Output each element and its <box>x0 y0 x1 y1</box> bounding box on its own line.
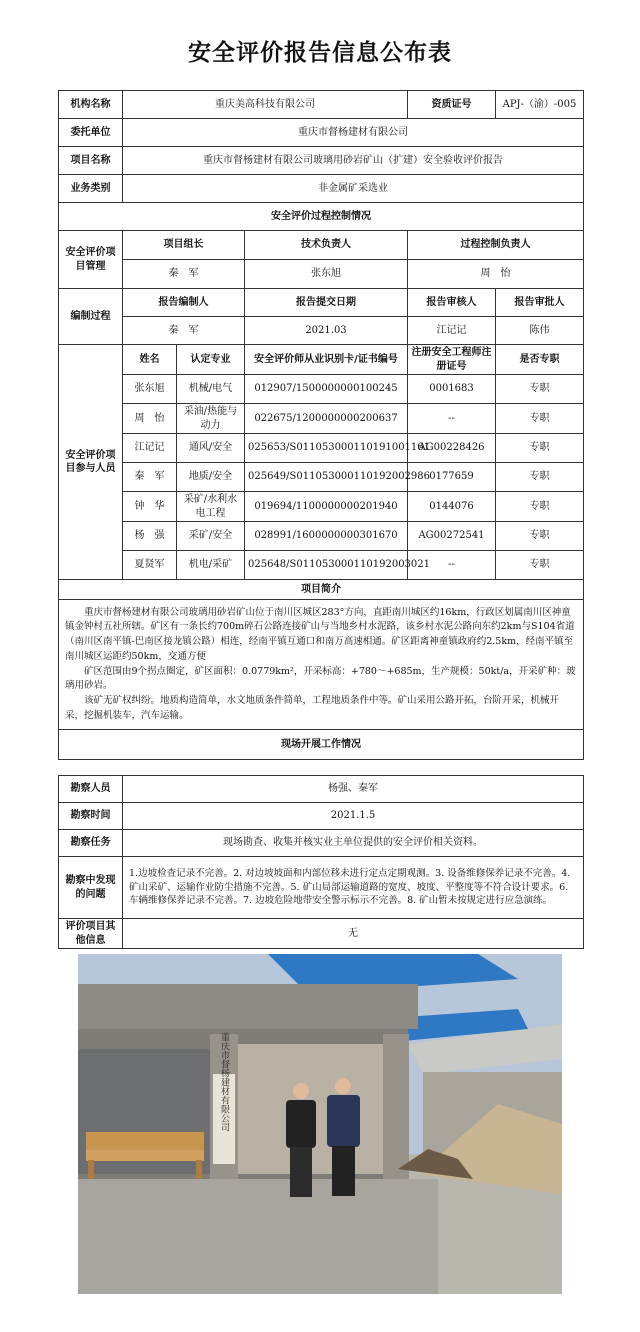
project-label: 项目名称 <box>59 147 123 175</box>
time-label: 勘察时间 <box>59 803 123 830</box>
personnel-major: 地质/安全 <box>177 463 245 492</box>
field-table <box>58 775 584 949</box>
intro-body <box>59 600 584 730</box>
client-label: 委托单位 <box>59 119 123 147</box>
other-value: 无 <box>123 919 584 949</box>
personnel-name: 钟 华 <box>123 492 177 522</box>
sofa-leg-left <box>88 1160 94 1182</box>
personnel-label: 安全评价项目参与人员 <box>59 345 123 580</box>
personnel-header-name: 姓名 <box>123 345 177 375</box>
personnel-reg: AG00228426 <box>408 434 496 463</box>
process-header: 安全评价过程控制情况 <box>59 203 584 231</box>
personnel-name: 杨 强 <box>123 522 177 551</box>
pillar-right <box>383 1034 409 1179</box>
management-label: 安全评价项目管理 <box>59 231 123 289</box>
personnel-name: 江记记 <box>123 434 177 463</box>
table-row <box>59 375 584 404</box>
mgmt-header-leader: 项目组长 <box>123 231 245 260</box>
concrete-floor <box>78 1179 438 1294</box>
personnel-fulltime: 专职 <box>496 404 584 434</box>
personnel-card: 022675/1200000000200637 <box>245 404 408 434</box>
personnel-name: 周 怡 <box>123 404 177 434</box>
personnel-fulltime: 专职 <box>496 492 584 522</box>
person-right-head <box>335 1078 351 1094</box>
compile-reviewer: 江记记 <box>408 317 496 345</box>
table-row <box>59 492 584 522</box>
personnel-card: 025648/S011053000110192003021 <box>245 551 408 580</box>
compile-header-date: 报告提交日期 <box>245 289 408 317</box>
sofa-back <box>86 1132 204 1150</box>
other-label: 评价项目其他信息 <box>59 919 123 949</box>
personnel-card: 025649/S011053000110192002986 <box>245 463 408 492</box>
personnel-reg: -- <box>408 404 496 434</box>
mgmt-header-control: 过程控制负责人 <box>408 231 584 260</box>
person-left-head <box>293 1083 309 1099</box>
site-photo <box>78 954 562 1294</box>
sofa-seat <box>86 1149 204 1161</box>
personnel-fulltime: 专职 <box>496 434 584 463</box>
survey-label: 勘察人员 <box>59 776 123 803</box>
org-name: 重庆美高科技有限公司 <box>123 91 408 119</box>
compile-label: 编制过程 <box>59 289 123 345</box>
compile-date: 2021.03 <box>245 317 408 345</box>
compile-header-reviewer: 报告审核人 <box>408 289 496 317</box>
intro-header: 项目简介 <box>59 580 584 600</box>
task-label: 勘察任务 <box>59 830 123 857</box>
intro-paragraph: 该矿无矿权纠纷。地质构造简单，水文地质条件简单，工程地质条件中等。矿山采用公路开拓，台阶开采，机械开采，挖掘机装车，汽车运输。 <box>65 694 560 721</box>
personnel-major: 采矿/安全 <box>177 522 245 551</box>
personnel-major: 采矿/水利水电工程 <box>177 492 245 522</box>
intro-paragraph: 矿区范围由9个拐点圈定，矿区面积：0.0779km²，开采标高：+780～+685m，生产规模：50kt/a，开采矿种：玻璃用砂岩。 <box>65 665 576 692</box>
info-table <box>58 90 584 760</box>
personnel-fulltime: 专职 <box>496 375 584 404</box>
personnel-major: 采油/热能与动力 <box>177 404 245 434</box>
personnel-name: 张东旭 <box>123 375 177 404</box>
table-row <box>59 551 584 580</box>
business-label: 业务类别 <box>59 175 123 203</box>
mgmt-header-tech: 技术负责人 <box>245 231 408 260</box>
personnel-card: 028991/1600000000301670 <box>245 522 408 551</box>
intro-paragraph: 重庆市督杨建材有限公司玻璃用砂岩矿山位于南川区城区283°方向，直距南川城区约16km，行政区划属南川区神童镇金钟村五社所辖。矿区有一条长约700m碎石公路连接矿山与当地乡村水泥路，该乡村水泥公路向东约2km与S104省道（南川区南平镇-巴南区接龙镇公路）相连，经南平镇互通口和南万高速相通。矿区距离神童镇政府约2.5km，经南平镇至南川城区运距约50km，交通方便 <box>65 606 575 662</box>
personnel-reg: -- <box>408 551 496 580</box>
sign-text: 重庆市督杨建材有限公司 <box>219 1032 229 1132</box>
mgmt-control: 周 怡 <box>408 260 584 289</box>
issues-value: 1.边坡检查记录不完善。2. 对边坡坡面和内部位移未进行定点定期观测。3. 设备维修保养记录不完善。4. 矿山采矿、运输作业防尘措施不完善。5. 矿山局部运输道路的宽度、坡度、平整度等不符合设计要求。6. 车辆维修保养记录不完善。7. 边坡危险地带安全警示标示不完善。8. 矿山暂未按规定进行应急演练。 <box>123 857 584 919</box>
project-value: 重庆市督杨建材有限公司玻璃用砂岩矿山（扩建）安全验收评价报告 <box>123 147 584 175</box>
personnel-fulltime: 专职 <box>496 522 584 551</box>
personnel-reg: 0144076 <box>408 492 496 522</box>
personnel-major: 机械/电气 <box>177 375 245 404</box>
personnel-reg: 0001683 <box>408 375 496 404</box>
mgmt-leader: 秦 军 <box>123 260 245 289</box>
building-slab <box>78 984 418 1029</box>
personnel-fulltime: 专职 <box>496 551 584 580</box>
task-value: 现场勘查、收集并核实业主单位提供的安全评价相关资料。 <box>123 830 584 857</box>
compile-header-author: 报告编制人 <box>123 289 245 317</box>
org-name-label: 机构名称 <box>59 91 123 119</box>
client-value: 重庆市督杨建材有限公司 <box>123 119 584 147</box>
compile-header-approver: 报告审批人 <box>496 289 584 317</box>
compile-approver: 陈伟 <box>496 317 584 345</box>
personnel-fulltime: 专职 <box>496 463 584 492</box>
cert-number: APJ-（渝）-005 <box>496 91 584 119</box>
time-value: 2021.1.5 <box>123 803 584 830</box>
person-right-legs <box>332 1146 355 1196</box>
business-value: 非金属矿采选业 <box>123 175 584 203</box>
personnel-name: 夏贤军 <box>123 551 177 580</box>
sofa-leg-right <box>196 1160 202 1182</box>
table-row <box>59 404 584 434</box>
person-right-body <box>327 1095 360 1147</box>
page-title: 安全评价报告信息公布表 <box>188 40 452 66</box>
cert-label: 资质证号 <box>408 91 496 119</box>
personnel-header-major: 认定专业 <box>177 345 245 375</box>
personnel-major: 通风/安全 <box>177 434 245 463</box>
table-row <box>59 434 584 463</box>
person-left-legs <box>290 1147 312 1197</box>
survey-value: 杨强、秦军 <box>123 776 584 803</box>
compile-author: 秦 军 <box>123 317 245 345</box>
field-header: 现场开展工作情况 <box>59 730 584 760</box>
issues-label: 勘察中发现的问题 <box>59 857 123 919</box>
personnel-card: 012907/1500000000100245 <box>245 375 408 404</box>
personnel-reg: 0177659 <box>408 463 496 492</box>
personnel-header-fulltime: 是否专职 <box>496 345 584 375</box>
personnel-header-reg: 注册安全工程师注册证号 <box>408 345 496 375</box>
table-row <box>59 463 584 492</box>
mgmt-tech: 张东旭 <box>245 260 408 289</box>
personnel-reg: AG00272541 <box>408 522 496 551</box>
personnel-major: 机电/采矿 <box>177 551 245 580</box>
table-row <box>59 522 584 551</box>
personnel-name: 秦 军 <box>123 463 177 492</box>
personnel-card: 025653/S011053000110191001161 <box>245 434 408 463</box>
personnel-header-card: 安全评价师从业识别卡/证书编号 <box>245 345 408 375</box>
person-left-body <box>286 1100 316 1148</box>
personnel-card: 019694/1100000000201940 <box>245 492 408 522</box>
